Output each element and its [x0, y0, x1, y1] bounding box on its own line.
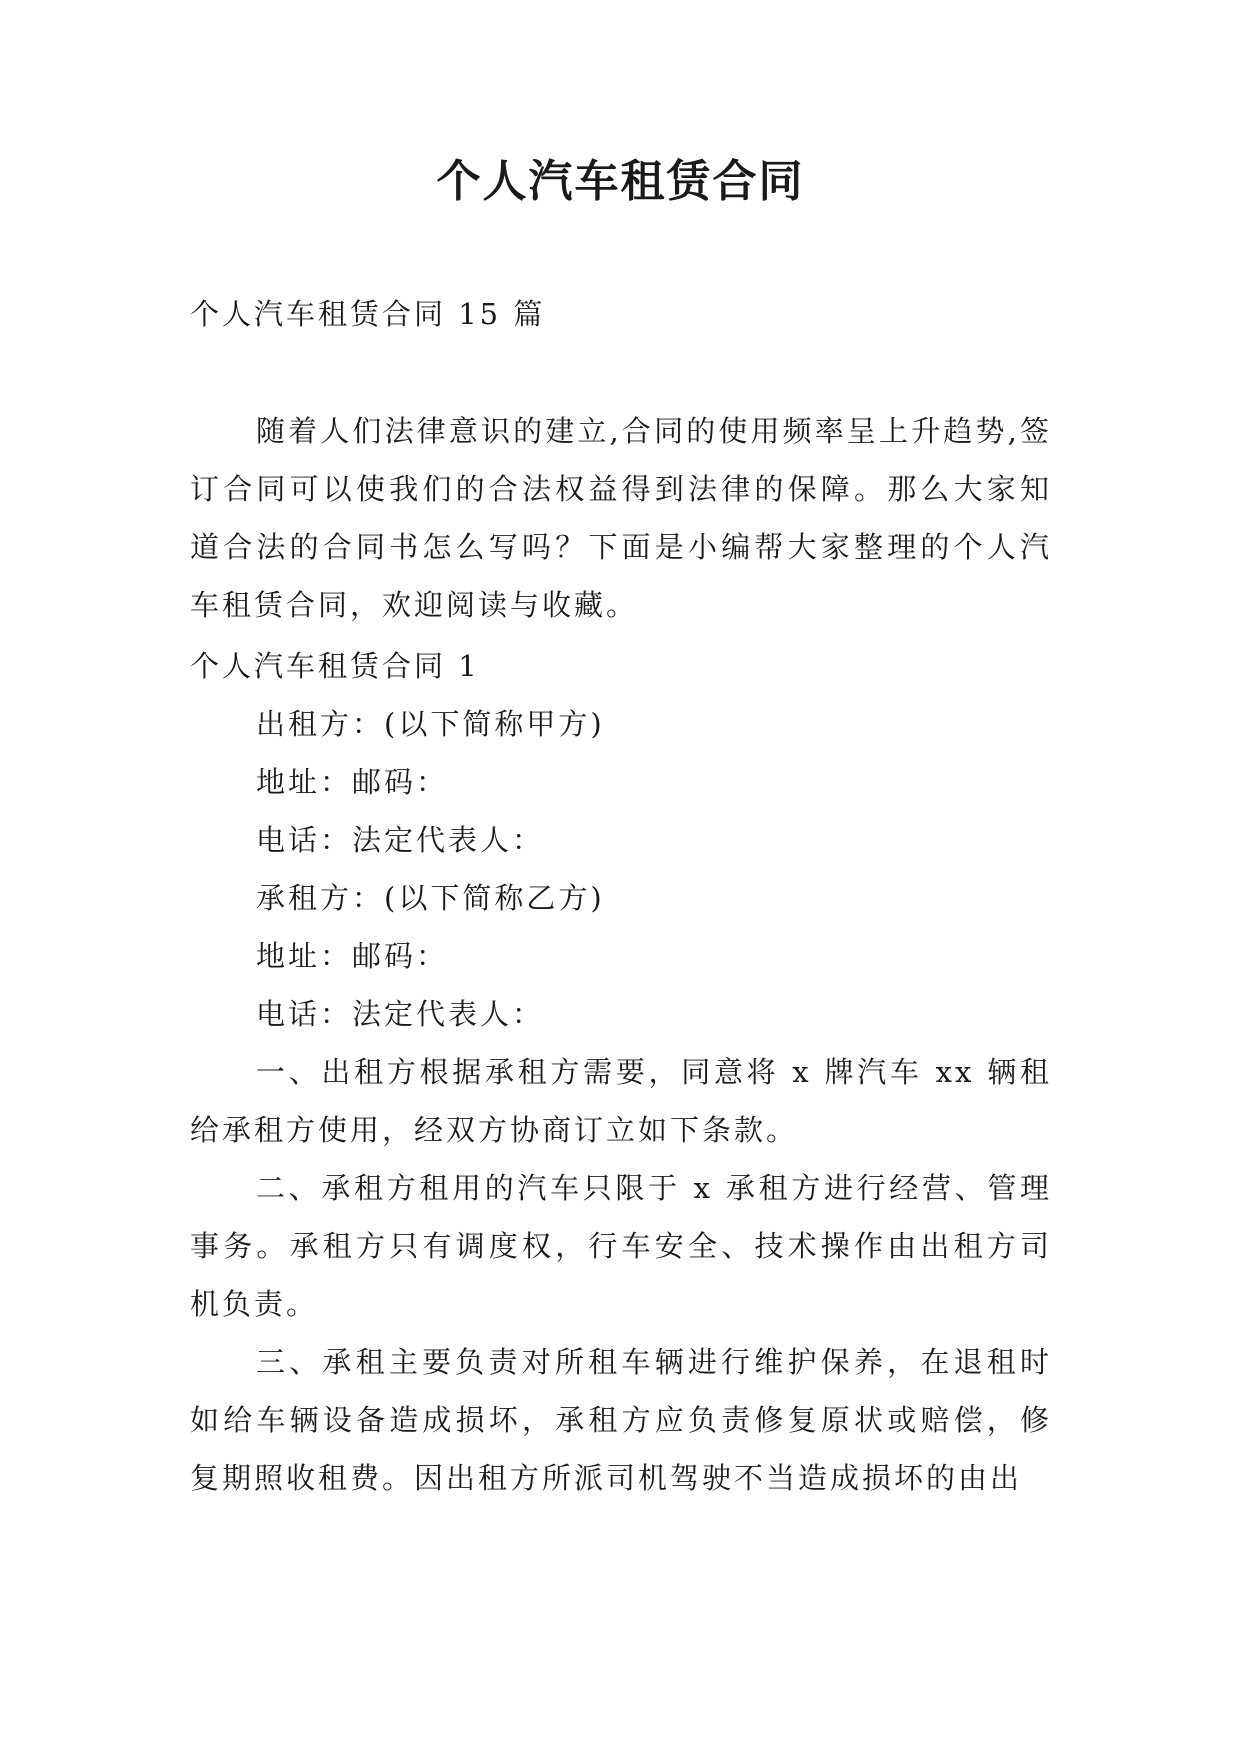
party-lessee-address: 地址：邮码： [256, 939, 449, 973]
party-lessee-phone: 电话：法定代表人： [256, 997, 545, 1031]
party-lessor-phone: 电话：法定代表人： [256, 823, 545, 857]
document-title: 个人汽车租赁合同 [436, 156, 805, 207]
section-heading: 个人汽车租赁合同 1 [190, 649, 480, 683]
clause-2: 二、承租方租用的汽车只限于 x 承租方进行经营、管理事务。承租方只有调度权，行车安全、技术操作由出租方司机负责。 [190, 1171, 1052, 1321]
document-subtitle: 个人汽车租赁合同 15 篇 [190, 297, 546, 331]
clause-3: 三、承租主要负责对所租车辆进行维护保养，在退租时如给车辆设备造成损坏，承租方应负责修复原状或赔偿，修复期照收租费。因出租方所派司机驾驶不当造成损坏的由出 [190, 1345, 1052, 1495]
party-lessor-address: 地址：邮码： [256, 765, 449, 799]
party-lessee: 承租方：(以下简称乙方) [256, 881, 605, 915]
intro-paragraph: 随着人们法律意识的建立,合同的使用频率呈上升趋势,签订合同可以使我们的合法权益得到法律的保障。那么大家知道合法的合同书怎么写吗？下面是小编帮大家整理的个人汽车租赁合同，欢迎阅读与收藏。 [190, 414, 1052, 622]
contract-body [190, 649, 1052, 1507]
intro-block [190, 402, 1052, 634]
party-lessor: 出租方：(以下简称甲方) [256, 707, 605, 741]
clause-1: 一、出租方根据承租方需要，同意将 x 牌汽车 xx 辆租给承租方使用，经双方协商订立如下条款。 [190, 1055, 1052, 1147]
